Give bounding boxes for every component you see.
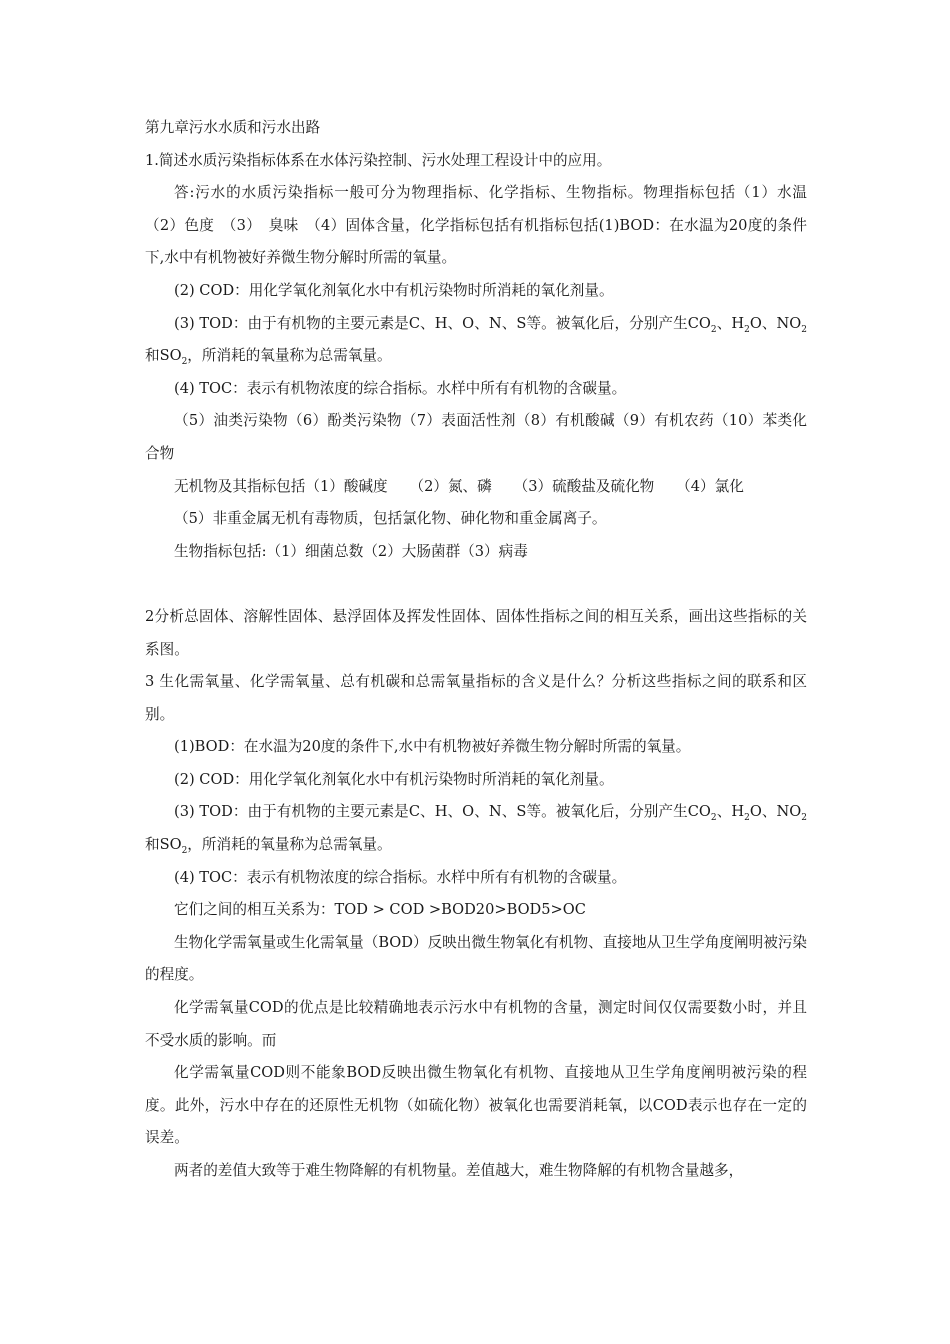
answer-1-tod: (3) TOD：由于有机物的主要元素是C、H、O、N、S等。被氧化后，分别产生$CO_2$、$H_2O$、$NO_2$和$SO_2$，所消耗的氧量称为总需氧量。: [145, 314, 807, 368]
question-3: 3 生化需氧量、化学需氧量、总有机碳和总需氧量指标的含义是什么？分析这些指标之间的联系和区别。: [145, 673, 807, 723]
answer-3-bod-desc: 生物化学需氧量或生化需氧量（BOD）反映出微生物氧化有机物、直接地从卫生学角度阐明被污染的程度。: [145, 933, 808, 984]
answer-3-cod-adv: 化学需氧量COD的优点是比较精确地表示污水中有机物的含量，测定时间仅仅需要数小时，并且不受水质的影响。而: [145, 999, 807, 1049]
answer-3-cod-disadv: 化学需氧量COD则不能象BOD反映出微生物氧化有机物、直接地从卫生学角度阐明被污染的程度。此外，污水中存在的还原性无机物（如硫化物）被氧化也需要消耗氧，以COD表示也存在一定的误差。: [145, 1064, 807, 1147]
answer-1-inorganic: 无机物及其指标包括（1）酸碱度 （2）氮、磷 （3）硫酸盐及硫化物 （4）氯化: [174, 477, 744, 495]
answer-1-cod: (2) COD：用化学氧化剂氧化水中有机污染物时所消耗的氧化剂量。: [174, 281, 614, 299]
answer-1-more-organic: （5）油类污染物（6）酚类污染物（7）表面活性剂（8）有机酸碱（9）有机农药（10）苯类化合物: [145, 412, 807, 462]
answer-3-bod: (1)BOD：在水温为20度的条件下,水中有机物被好养微生物分解时所需的氧量。: [174, 738, 691, 756]
answer-1-bio: 生物指标包括:（1）细菌总数（2）大肠菌群（3）病毒: [174, 542, 528, 560]
answer-1-toc: (4) TOC：表示有机物浓度的综合指标。水样中所有有机物的含碳量。: [174, 379, 627, 397]
question-1: 1.简述水质污染指标体系在水体污染控制、污水处理工程设计中的应用。: [145, 151, 612, 169]
answer-3-toc: (4) TOC：表示有机物浓度的综合指标。水样中所有有机物的含碳量。: [174, 868, 627, 886]
question-2: 2分析总固体、溶解性固体、悬浮固体及挥发性固体、固体性指标之间的相互关系，画出这些指标的关系图。: [145, 607, 807, 658]
answer-1-heavy-metal: （5）非重金属无机有毒物质，包括氯化物、砷化物和重金属离子。: [174, 510, 607, 528]
document-page: [145, 112, 822, 1188]
chapter-title: 第九章污水水质和污水出路: [145, 119, 321, 136]
answer-3-cod: (2) COD：用化学氧化剂氧化水中有机污染物时所消耗的氧化剂量。: [174, 770, 614, 788]
blank-line: [145, 568, 807, 601]
answer-3-relation: 它们之间的相互关系为：TOD > COD >BOD20>BOD5>OC: [174, 901, 586, 919]
answer-3-difference: 两者的差值大致等于难生物降解的有机物量。差值越大，难生物降解的有机物含量越多，: [174, 1162, 744, 1179]
answer-3-tod: (3) TOD：由于有机物的主要元素是C、H、O、N、S等。被氧化后，分别产生$CO_2$、$H_2O$、$NO_2$和$SO_2$，所消耗的氧量称为总需氧量。: [145, 803, 807, 857]
answer-1-intro: 答:污水的水质污染指标一般可分为物理指标、化学指标、生物指标。物理指标包括（1）水温 （2）色度 （3） 臭味 （4）固体含量，化学指标包括有机指标包括(1)BOD：在水温为20度的条件下,水中有机物被好养微生物分解时所需的氧量。: [145, 184, 822, 267]
